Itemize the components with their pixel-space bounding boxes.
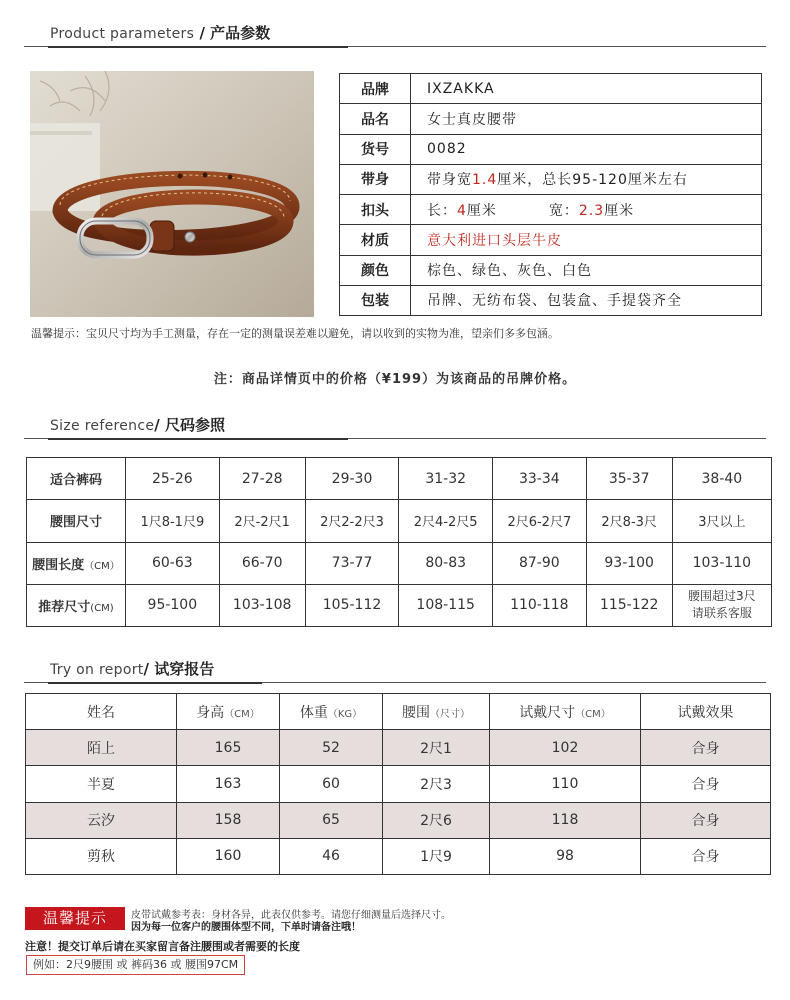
tryon-cell: 2尺6 xyxy=(383,802,490,838)
tryon-cell: 2尺1 xyxy=(383,730,490,766)
param-key: 材质 xyxy=(340,225,411,255)
size-cell: 108-115 xyxy=(399,584,493,626)
size-cell: 33-34 xyxy=(493,458,587,500)
param-key: 包装 xyxy=(340,285,411,315)
param-value xyxy=(411,195,762,225)
tryon-cell: 102 xyxy=(490,730,641,766)
size-row xyxy=(27,584,772,626)
tryon-header: 腰围（尺寸） xyxy=(383,694,490,730)
measure-note: 温馨提示：宝贝尺寸均为手工测量，存在一定的测量误差难以避免，请以收到的实物为准，望亲们多多包涵。 xyxy=(31,327,559,340)
section-title-en: Size reference xyxy=(50,418,155,434)
size-cell: 2尺-2尺1 xyxy=(219,500,305,542)
order-attention: 注意！提交订单后请在买家留言备注腰围或者需要的长度 xyxy=(25,940,300,953)
tryon-cell: 半夏 xyxy=(26,766,177,802)
tryon-row xyxy=(26,838,771,874)
tryon-cell: 剪秋 xyxy=(26,838,177,874)
param-row-code xyxy=(340,134,762,164)
tryon-cell: 98 xyxy=(490,838,641,874)
size-cell: 87-90 xyxy=(493,542,587,584)
tryon-cell: 2尺3 xyxy=(383,766,490,802)
tryon-cell: 1尺9 xyxy=(383,838,490,874)
size-cell: 105-112 xyxy=(305,584,399,626)
tryon-header: 试戴尺寸（CM） xyxy=(490,694,641,730)
size-cell: 103-110 xyxy=(672,542,771,584)
size-cell: 110-118 xyxy=(493,584,587,626)
param-key: 颜色 xyxy=(340,255,411,285)
param-key: 品牌 xyxy=(340,74,411,104)
size-cell: 25-26 xyxy=(126,458,220,500)
tryon-cell: 46 xyxy=(280,838,383,874)
band-rest: 厘米，总长95-120厘米左右 xyxy=(497,172,688,189)
param-row-material xyxy=(340,225,762,255)
section-title-slash: / xyxy=(154,416,165,434)
product-photo xyxy=(30,71,314,317)
tryon-cell: 110 xyxy=(490,766,641,802)
band-width: 1.4 xyxy=(472,172,498,189)
params-table xyxy=(339,73,762,316)
param-value xyxy=(411,164,762,194)
tryon-cell: 合身 xyxy=(641,838,771,874)
buckle-length-unit: 厘米 xyxy=(466,202,497,219)
size-cell: 80-83 xyxy=(399,542,493,584)
band-prefix: 带身宽 xyxy=(427,172,472,189)
size-cell: 66-70 xyxy=(219,542,305,584)
param-key: 扣头 xyxy=(340,195,411,225)
param-value: IXZAKKA xyxy=(411,74,762,104)
size-cell: 1尺8-1尺9 xyxy=(126,500,220,542)
size-row-label: 腰围长度（CM） xyxy=(27,542,126,584)
section-title-cn: 产品参数 xyxy=(210,24,271,42)
param-key: 货号 xyxy=(340,134,411,164)
section-title-slash: / xyxy=(143,660,155,678)
tryon-cell: 65 xyxy=(280,802,383,838)
tryon-cell: 云汐 xyxy=(26,802,177,838)
size-row xyxy=(27,500,772,542)
tryon-header: 姓名 xyxy=(26,694,177,730)
size-cell: 38-40 xyxy=(672,458,771,500)
param-value: 0082 xyxy=(411,134,762,164)
size-cell: 115-122 xyxy=(586,584,672,626)
price-note: 注：商品详情页中的价格（¥199）为该商品的吊牌价格。 xyxy=(213,372,577,387)
buckle-width: 2.3 xyxy=(578,202,605,219)
tryon-row xyxy=(26,730,771,766)
section-title-slash: / xyxy=(194,24,211,42)
param-key: 品名 xyxy=(340,104,411,134)
tryon-cell: 60 xyxy=(280,766,383,802)
tryon-row xyxy=(26,766,771,802)
size-cell: 2尺4-2尺5 xyxy=(399,500,493,542)
tryon-cell: 165 xyxy=(177,730,280,766)
tryon-cell: 合身 xyxy=(641,766,771,802)
warm-tip-badge: 温馨提示 xyxy=(25,907,125,930)
tryon-header: 身高（CM） xyxy=(177,694,280,730)
size-cell: 2尺6-2尺7 xyxy=(493,500,587,542)
buckle-width-label: 宽： xyxy=(548,202,579,219)
tip-line-1: 皮带试戴参考表：身材各异，此表仅供参考。请您仔细测量后选择尺寸。 xyxy=(131,910,451,921)
tryon-cell: 陌上 xyxy=(26,730,177,766)
param-row-package xyxy=(340,285,762,315)
size-cell: 93-100 xyxy=(586,542,672,584)
param-value: 意大利进口头层牛皮 xyxy=(411,225,762,255)
param-row-buckle xyxy=(340,195,762,225)
size-cell: 35-37 xyxy=(586,458,672,500)
param-key: 带身 xyxy=(340,164,411,194)
size-row xyxy=(27,458,772,500)
section-title-en: Product parameters xyxy=(50,26,195,42)
tryon-table xyxy=(25,693,771,875)
size-row-label: 推荐尺寸(CM) xyxy=(27,584,126,626)
tryon-cell: 118 xyxy=(490,802,641,838)
section-title-cn: 尺码参照 xyxy=(164,416,225,434)
size-cell: 60-63 xyxy=(126,542,220,584)
param-row-brand xyxy=(340,74,762,104)
tryon-cell: 160 xyxy=(177,838,280,874)
size-cell: 95-100 xyxy=(126,584,220,626)
order-example-box: 例如：2尺9腰围 或 裤码36 或 腰围97CM xyxy=(26,955,245,975)
buckle-length-label: 长： xyxy=(427,202,457,219)
tryon-cell: 163 xyxy=(177,766,280,802)
section-header-size xyxy=(24,414,766,439)
tryon-cell: 合身 xyxy=(641,730,771,766)
size-cell: 73-77 xyxy=(305,542,399,584)
param-row-name xyxy=(340,104,762,134)
param-value: 棕色、绿色、灰色、白色 xyxy=(411,255,762,285)
buckle-length: 4 xyxy=(457,202,467,219)
tryon-cell: 158 xyxy=(177,802,280,838)
size-cell: 31-32 xyxy=(399,458,493,500)
tryon-header-row xyxy=(26,694,771,730)
size-cell: 103-108 xyxy=(219,584,305,626)
brown-leather-belt-photo xyxy=(30,71,314,317)
size-row xyxy=(27,542,772,584)
size-cell: 3尺以上 xyxy=(672,500,771,542)
tryon-cell: 52 xyxy=(280,730,383,766)
size-cell: 2尺2-2尺3 xyxy=(305,500,399,542)
size-cell: 29-30 xyxy=(305,458,399,500)
section-title-en: Try on report xyxy=(50,662,144,678)
size-cell: 27-28 xyxy=(219,458,305,500)
section-title-cn: 试穿报告 xyxy=(154,660,215,678)
size-cell: 2尺8-3尺 xyxy=(586,500,672,542)
buckle-width-unit: 厘米 xyxy=(604,202,635,219)
tryon-header: 体重（KG） xyxy=(280,694,383,730)
tryon-cell: 合身 xyxy=(641,802,771,838)
param-value: 女士真皮腰带 xyxy=(411,104,762,134)
tip-line-2: 因为每一位客户的腰围体型不同，下单时请备注哦！ xyxy=(131,922,361,933)
size-row-label: 适合裤码 xyxy=(27,458,126,500)
section-header-params xyxy=(24,22,766,47)
size-cell-contact: 腰围超过3尺 请联系客服 xyxy=(672,584,771,626)
param-row-color xyxy=(340,255,762,285)
size-row-label: 腰围尺寸 xyxy=(27,500,126,542)
tryon-row xyxy=(26,802,771,838)
param-row-band xyxy=(340,164,762,194)
param-value: 吊牌、无纺布袋、包装盒、手提袋齐全 xyxy=(411,285,762,315)
section-header-tryon xyxy=(24,658,766,683)
tryon-header: 试戴效果 xyxy=(641,694,771,730)
size-table xyxy=(26,457,772,627)
